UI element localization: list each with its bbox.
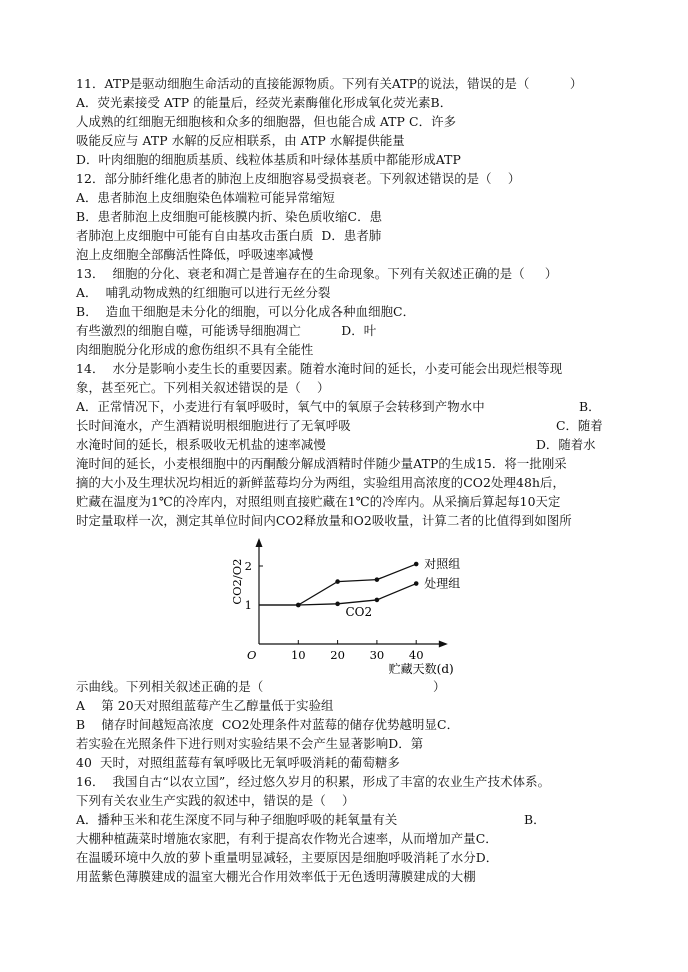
origin-label: O <box>247 648 257 662</box>
y-axis-arrow <box>256 538 263 547</box>
text-line: A．播种玉米和花生深度不同与种子细胞呼吸的耗氧量有关 <box>76 812 398 827</box>
y-tick-label: 2 <box>244 559 252 573</box>
text-line: 人成熟的红细胞无细胞核和众多的细胞器，但也能合成 ATP C．许多 <box>76 114 457 129</box>
text-line: 泡上皮细胞全部酶活性降低，呼吸速率减慢 <box>76 247 314 262</box>
co2-annotation: CO2 <box>345 604 373 619</box>
text-line: 示曲线。下列相关叙述正确的是（ ） <box>76 679 446 694</box>
series-label: 处理组 <box>424 576 461 591</box>
data-point <box>296 603 301 608</box>
x-tick-label: 10 <box>290 648 306 662</box>
text-line: 吸能反应与 ATP 水解的反应相联系，由 ATP 水解提供能量 <box>76 133 405 148</box>
text-line: A． 哺乳动物成熟的红细胞可以进行无丝分裂 <box>76 285 331 300</box>
chart-labels <box>230 556 460 676</box>
text-line: 在温暖环境中久放的萝卜重量明显减轻，主要原因是细胞呼吸消耗了水分D． <box>76 850 499 865</box>
x-axis-arrow <box>439 641 448 648</box>
series-line-control <box>259 564 416 605</box>
text-line: 淹时间的延长，小麦根细胞中的丙酮酸分解成酒精时伴随少量ATP的生成15．将一批刚采 <box>76 456 567 471</box>
y-axis-label: CO2/O2 <box>230 558 244 605</box>
text-line: 肉细胞脱分化形成的愈伤组织不具有全能性 <box>76 342 314 357</box>
co2-o2-ratio-chart <box>222 532 482 677</box>
text-line: 14． 水分是影响小麦生长的重要因素。随着水淹时间的延长，小麦可能会出现烂根等现 <box>76 361 563 376</box>
text-line: 者肺泡上皮细胞中可能有自由基攻击蛋白质 D．患者肺 <box>76 228 382 243</box>
data-point <box>414 562 419 567</box>
text-line: 大棚种植蔬菜时增施农家肥，有利于提高农作物光合速率，从而增加产量C． <box>76 831 498 846</box>
text-line: 11．ATP是驱动细胞生命活动的直接能源物质。下列有关ATP的说法，错误的是（ ） <box>76 76 583 91</box>
data-point <box>335 602 340 607</box>
x-axis-label: 贮藏天数(d) <box>388 662 454 676</box>
text-line: 有些激烈的细胞自噬，可能诱导细胞凋亡 D．叶 <box>76 323 377 338</box>
text-line: 13． 细胞的分化、衰老和凋亡是普遍存在的生命现象。下列有关叙述正确的是（ ） <box>76 266 558 281</box>
data-point <box>375 577 380 582</box>
text-fragment: C．随着 <box>556 418 603 433</box>
text-line: A．正常情况下，小麦进行有氧呼吸时，氧气中的氧原子会转移到产物水中 <box>76 399 485 414</box>
text-fragment: B． <box>579 399 601 414</box>
text-fragment: D．随着水 <box>536 437 596 452</box>
x-tick-label: 30 <box>369 648 385 662</box>
text-line: 40 天时，对照组蓝莓有氧呼吸比无氧呼吸消耗的葡萄糖多 <box>76 755 400 770</box>
text-line: 12．部分肺纤维化患者的肺泡上皮细胞容易受损衰老。下列叙述错误的是（ ） <box>76 171 521 186</box>
text-line: D．叶肉细胞的细胞质基质、线粒体基质和叶绿体基质中都能形成ATP <box>76 152 461 167</box>
text-line: 下列有关农业生产实践的叙述中，错误的是（ ） <box>76 793 355 808</box>
text-line: 摘的大小及生理状况均相近的新鲜蓝莓均分为两组，实验组用高浓度的CO2处理48h后， <box>76 475 566 490</box>
data-point <box>414 581 419 586</box>
text-line: 16． 我国自古“以农立国”，经过悠久岁月的积累，形成了丰富的农业生产技术体系。 <box>76 774 551 789</box>
x-tick-label: 40 <box>408 648 424 662</box>
text-line: A 第 20天对照组蓝莓产生乙醇量低于实验组 <box>76 698 334 713</box>
series-label: 对照组 <box>424 557 461 572</box>
text-line: A．荧光素接受 ATP 的能量后，经荧光素酶催化形成氧化荧光素B． <box>76 95 453 110</box>
data-point <box>335 579 340 584</box>
chart-marks <box>259 562 419 608</box>
y-tick-label: 1 <box>244 598 252 612</box>
text-line: B． 造血干细胞是未分化的细胞，可以分化成各种血细胞C． <box>76 304 416 319</box>
text-line: 长时间淹水，产生酒精说明根细胞进行了无氧呼吸 <box>76 418 351 433</box>
text-line: A．患者肺泡上皮细胞染色体端粒可能异常缩短 <box>76 190 335 205</box>
text-line: 时定量取样一次，测定其单位时间内CO2释放量和O2吸收量，计算二者的比值得到如图所 <box>76 513 572 528</box>
text-line: 若实验在光照条件下进行则对实验结果不会产生显著影响D．第 <box>76 736 424 751</box>
text-fragment: B． <box>524 812 546 827</box>
text-line: B 储存时间越短高浓度 CO2处理条件对蓝莓的储存优势越明显C． <box>76 717 460 732</box>
text-line: 贮藏在温度为1℃的冷库内，对照组则直接贮藏在1℃的冷库内。从采摘后算起每10天定 <box>76 494 561 509</box>
text-line: 水淹时间的延长，根系吸收无机盐的速率减慢 <box>76 437 326 452</box>
chart-axes <box>256 538 448 648</box>
text-line: B．患者肺泡上皮细胞可能核膜内折、染色质收缩C．患 <box>76 209 383 224</box>
data-point <box>375 598 380 603</box>
text-line: 象，甚至死亡。下列相关叙述错误的是（ ） <box>76 380 330 395</box>
x-tick-label: 20 <box>330 648 345 662</box>
text-line: 用蓝紫色薄膜建成的温室大棚光合作用效率低于无色透明薄膜建成的大棚 <box>76 869 476 884</box>
